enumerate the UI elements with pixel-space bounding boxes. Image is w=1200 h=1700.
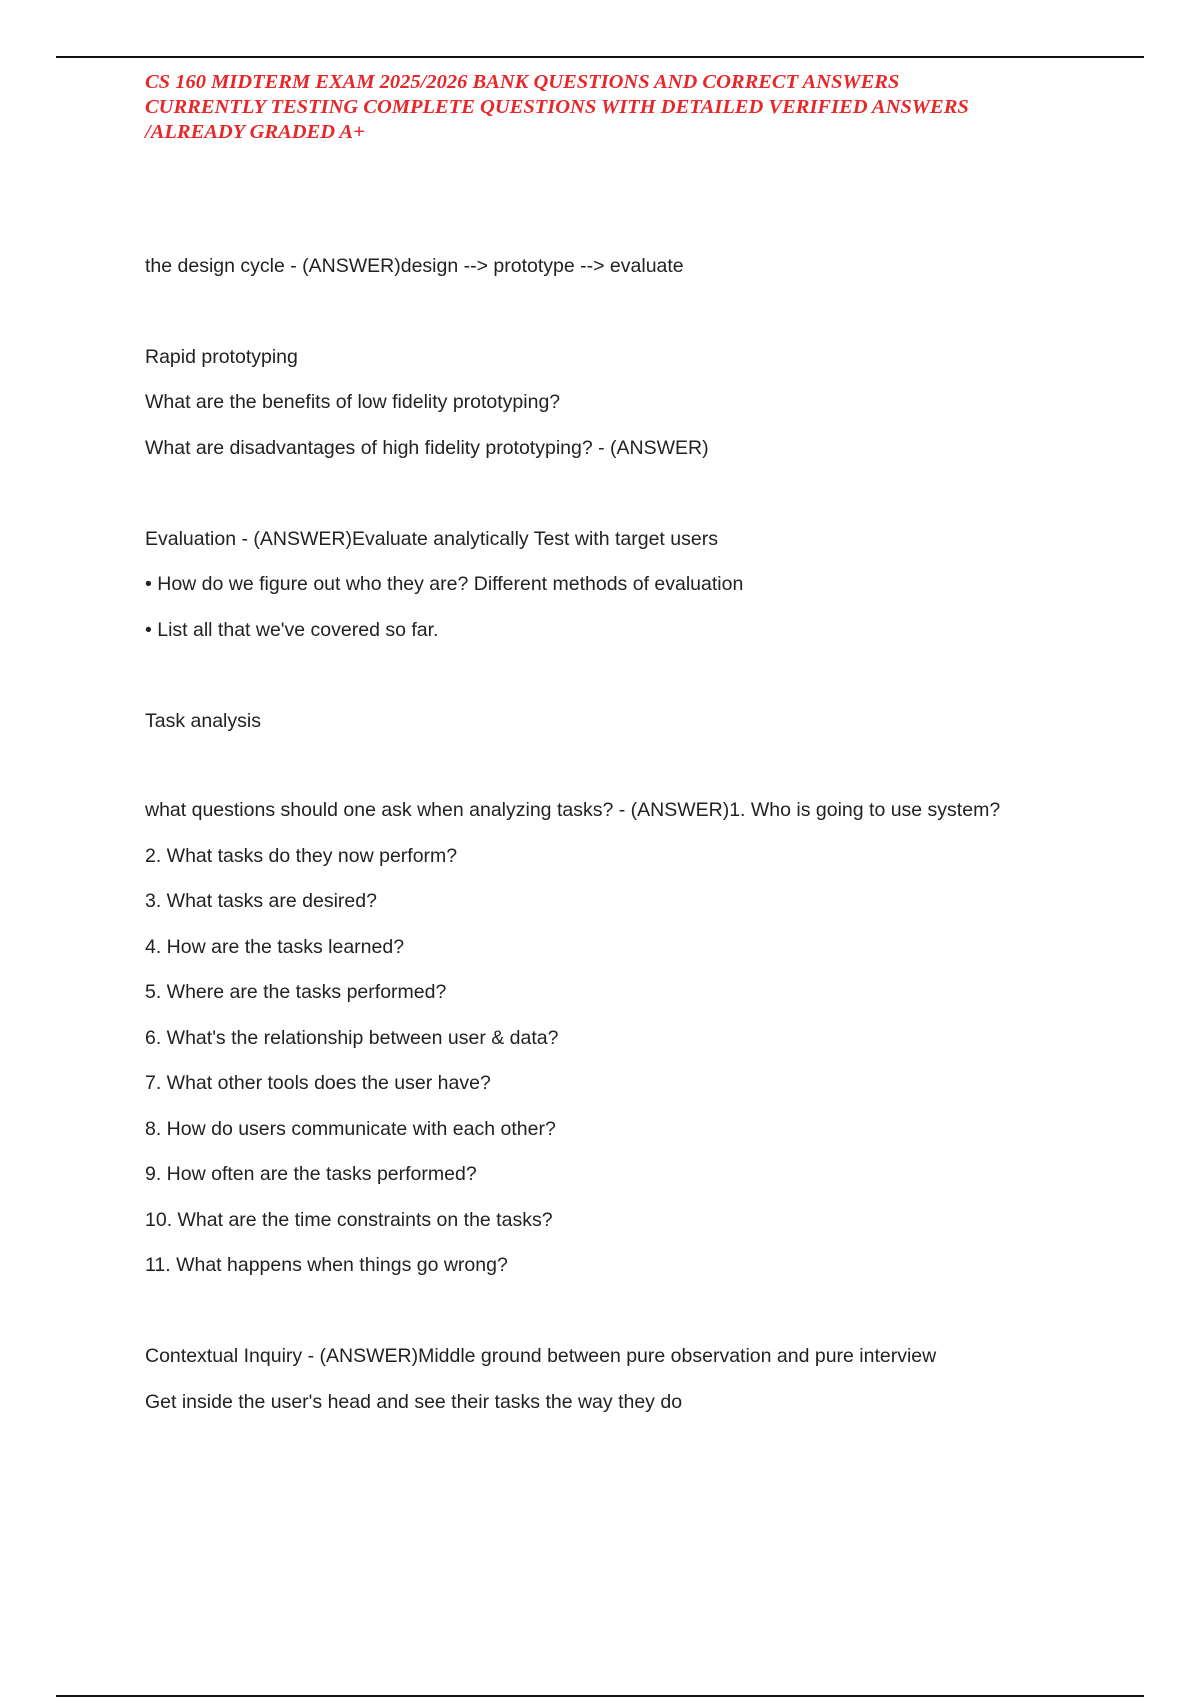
top-rule (56, 56, 1144, 58)
contextual-inquiry-qa: Contextual Inquiry - (ANSWER)Middle ground between pure observation and pure interview (145, 1345, 937, 1367)
contextual-inquiry-detail: Get inside the user's head and see their tasks the way they do (145, 1391, 683, 1413)
task-question-7: 7. What other tools does the user have? (145, 1072, 491, 1094)
task-analysis-heading: Task analysis (145, 710, 261, 732)
evaluation-bullet-2: • List all that we've covered so far. (145, 619, 439, 641)
task-question-11: 11. What happens when things go wrong? (145, 1254, 508, 1276)
task-question-8: 8. How do users communicate with each other? (145, 1118, 556, 1140)
title-line-3: /ALREADY GRADED A+ (145, 121, 365, 143)
title-line-2: CURRENTLY TESTING COMPLETE QUESTIONS WITH DETAILED VERIFIED ANSWERS (145, 96, 969, 118)
task-question-9: 9. How often are the tasks performed? (145, 1163, 477, 1185)
task-question-4: 4. How are the tasks learned? (145, 936, 405, 958)
task-question-5: 5. Where are the tasks performed? (145, 981, 447, 1003)
evaluation-bullet-1: • How do we figure out who they are? Different methods of evaluation (145, 573, 744, 595)
high-fidelity-disadvantages-question: What are disadvantages of high fidelity prototyping? - (ANSWER) (145, 437, 709, 459)
title-line-1: CS 160 MIDTERM EXAM 2025/2026 BANK QUESTIONS AND CORRECT ANSWERS (145, 71, 900, 93)
design-cycle-qa: the design cycle - (ANSWER)design --> prototype --> evaluate (145, 255, 684, 277)
low-fidelity-benefits-question: What are the benefits of low fidelity prototyping? (145, 391, 561, 413)
bottom-rule (56, 1695, 1144, 1697)
task-question-6: 6. What's the relationship between user & data? (145, 1027, 559, 1049)
task-question-2: 2. What tasks do they now perform? (145, 845, 458, 867)
task-question-3: 3. What tasks are desired? (145, 890, 377, 912)
rapid-prototyping-heading: Rapid prototyping (145, 346, 298, 368)
task-analysis-questions-qa: what questions should one ask when analyzing tasks? - (ANSWER)1. Who is going to use system? (145, 799, 1001, 821)
task-question-10: 10. What are the time constraints on the tasks? (145, 1209, 553, 1231)
evaluation-qa: Evaluation - (ANSWER)Evaluate analytically Test with target users (145, 528, 718, 550)
document-title (145, 70, 1075, 145)
